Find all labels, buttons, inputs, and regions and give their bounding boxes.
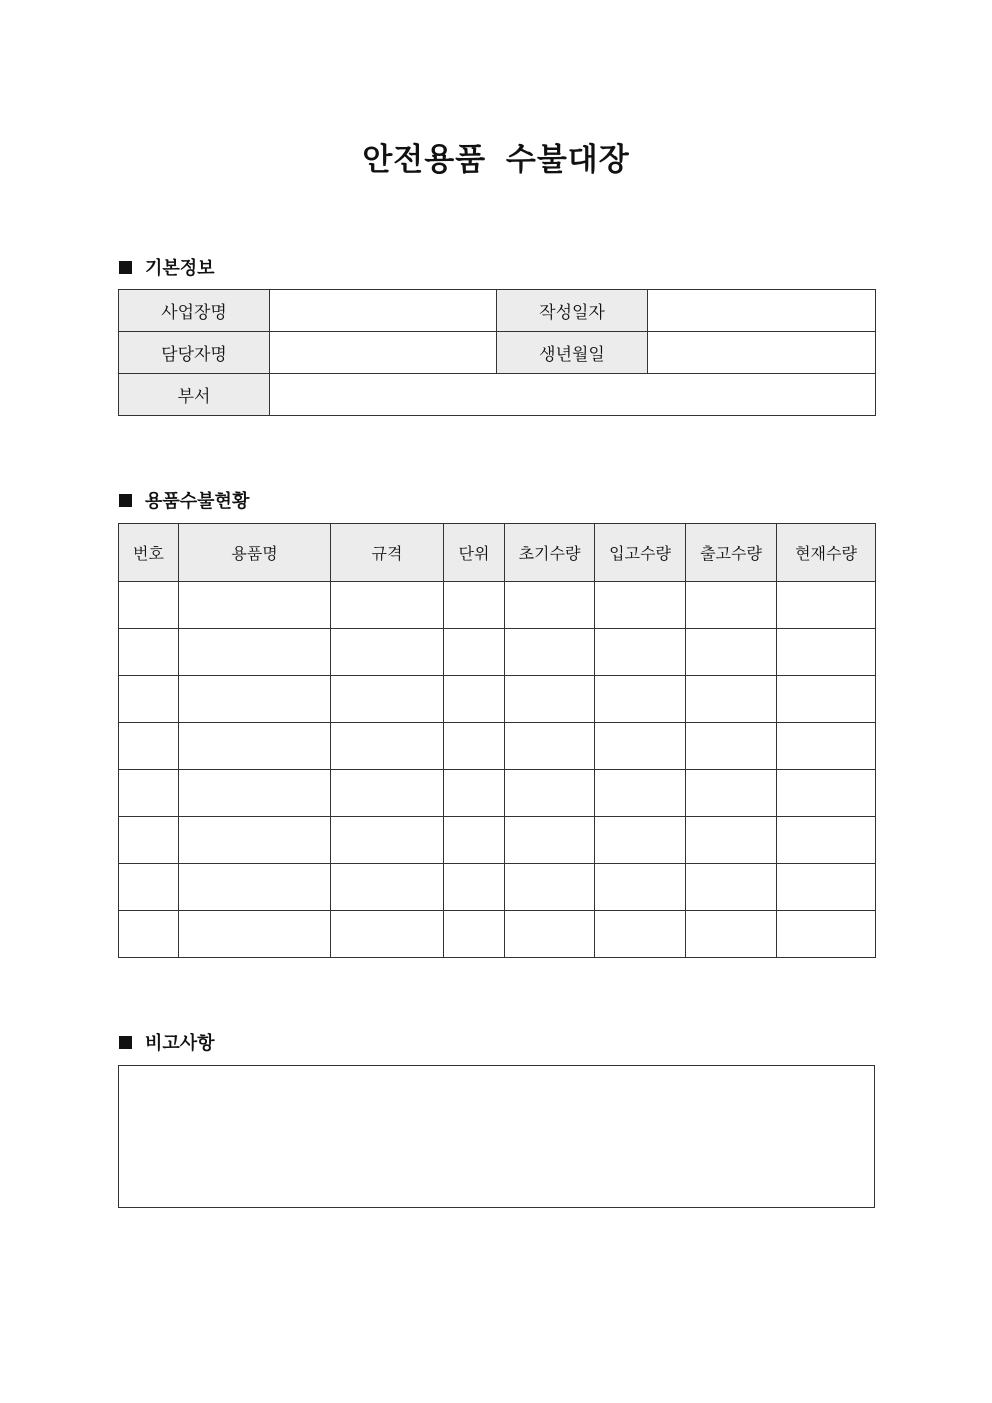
cell-unit[interactable] [444, 582, 505, 629]
header-unit: 단위 [444, 524, 505, 582]
cell-received-qty[interactable] [595, 723, 686, 770]
cell-received-qty[interactable] [595, 629, 686, 676]
header-initial-qty: 초기수량 [505, 524, 595, 582]
cell-initial-qty[interactable] [505, 676, 595, 723]
cell-number[interactable] [119, 676, 179, 723]
cell-issued-qty[interactable] [686, 864, 777, 911]
cell-number[interactable] [119, 817, 179, 864]
section-title: 용품수불현황 [145, 491, 250, 512]
header-spec: 규격 [331, 524, 444, 582]
cell-current-qty[interactable] [777, 770, 876, 817]
cell-unit[interactable] [444, 817, 505, 864]
cell-issued-qty[interactable] [686, 817, 777, 864]
cell-initial-qty[interactable] [505, 723, 595, 770]
cell-number[interactable] [119, 864, 179, 911]
remarks-field[interactable] [118, 1065, 875, 1208]
cell-item-name[interactable] [179, 723, 331, 770]
manager-label: 담당자명 [119, 332, 270, 374]
cell-number[interactable] [119, 770, 179, 817]
cell-initial-qty[interactable] [505, 864, 595, 911]
cell-item-name[interactable] [179, 864, 331, 911]
cell-current-qty[interactable] [777, 629, 876, 676]
cell-spec[interactable] [331, 911, 444, 958]
cell-current-qty[interactable] [777, 817, 876, 864]
cell-number[interactable] [119, 723, 179, 770]
cell-unit[interactable] [444, 864, 505, 911]
cell-current-qty[interactable] [777, 864, 876, 911]
cell-spec[interactable] [331, 770, 444, 817]
header-issued-qty: 출고수량 [686, 524, 777, 582]
business-name-field[interactable] [270, 290, 497, 332]
cell-issued-qty[interactable] [686, 723, 777, 770]
cell-item-name[interactable] [179, 911, 331, 958]
cell-number[interactable] [119, 582, 179, 629]
cell-item-name[interactable] [179, 582, 331, 629]
section-title: 비고사항 [145, 1033, 215, 1054]
cell-received-qty[interactable] [595, 864, 686, 911]
square-bullet-icon [119, 261, 132, 274]
cell-item-name[interactable] [179, 676, 331, 723]
basic-info-table [118, 289, 876, 416]
department-label: 부서 [119, 374, 270, 416]
cell-initial-qty[interactable] [505, 770, 595, 817]
cell-unit[interactable] [444, 723, 505, 770]
table-row [119, 911, 876, 958]
date-field[interactable] [648, 290, 876, 332]
cell-initial-qty[interactable] [505, 911, 595, 958]
table-row [119, 723, 876, 770]
table-row [119, 864, 876, 911]
cell-number[interactable] [119, 911, 179, 958]
cell-unit[interactable] [444, 770, 505, 817]
section-title: 기본정보 [145, 258, 215, 279]
table-row [119, 770, 876, 817]
cell-received-qty[interactable] [595, 582, 686, 629]
cell-initial-qty[interactable] [505, 817, 595, 864]
manager-field[interactable] [270, 332, 497, 374]
header-number: 번호 [119, 524, 179, 582]
cell-unit[interactable] [444, 629, 505, 676]
cell-received-qty[interactable] [595, 676, 686, 723]
cell-issued-qty[interactable] [686, 911, 777, 958]
section-heading-item-status [119, 487, 249, 513]
section-heading-basic-info [119, 254, 215, 280]
business-name-label: 사업장명 [119, 290, 270, 332]
cell-unit[interactable] [444, 911, 505, 958]
cell-spec[interactable] [331, 582, 444, 629]
cell-item-name[interactable] [179, 629, 331, 676]
table-row [119, 817, 876, 864]
section-heading-remarks [119, 1029, 215, 1055]
header-received-qty: 입고수량 [595, 524, 686, 582]
square-bullet-icon [119, 494, 132, 507]
cell-current-qty[interactable] [777, 911, 876, 958]
cell-initial-qty[interactable] [505, 582, 595, 629]
cell-spec[interactable] [331, 629, 444, 676]
cell-spec[interactable] [331, 864, 444, 911]
cell-issued-qty[interactable] [686, 676, 777, 723]
department-field[interactable] [270, 374, 876, 416]
cell-spec[interactable] [331, 676, 444, 723]
cell-spec[interactable] [331, 723, 444, 770]
cell-issued-qty[interactable] [686, 770, 777, 817]
birth-date-label: 생년월일 [497, 332, 648, 374]
table-header-row [119, 524, 876, 582]
cell-unit[interactable] [444, 676, 505, 723]
cell-number[interactable] [119, 629, 179, 676]
table-row [119, 676, 876, 723]
cell-current-qty[interactable] [777, 723, 876, 770]
cell-issued-qty[interactable] [686, 582, 777, 629]
header-item-name: 용품명 [179, 524, 331, 582]
cell-item-name[interactable] [179, 817, 331, 864]
cell-received-qty[interactable] [595, 770, 686, 817]
cell-item-name[interactable] [179, 770, 331, 817]
table-row [119, 629, 876, 676]
item-status-table [118, 523, 876, 958]
birth-date-field[interactable] [648, 332, 876, 374]
cell-spec[interactable] [331, 817, 444, 864]
date-label: 작성일자 [497, 290, 648, 332]
page-title: 안전용품 수불대장 [362, 142, 630, 178]
cell-issued-qty[interactable] [686, 629, 777, 676]
square-bullet-icon [119, 1036, 132, 1049]
cell-current-qty[interactable] [777, 676, 876, 723]
cell-received-qty[interactable] [595, 911, 686, 958]
table-row [119, 582, 876, 629]
cell-initial-qty[interactable] [505, 629, 595, 676]
cell-received-qty[interactable] [595, 817, 686, 864]
header-current-qty: 현재수량 [777, 524, 876, 582]
cell-current-qty[interactable] [777, 582, 876, 629]
